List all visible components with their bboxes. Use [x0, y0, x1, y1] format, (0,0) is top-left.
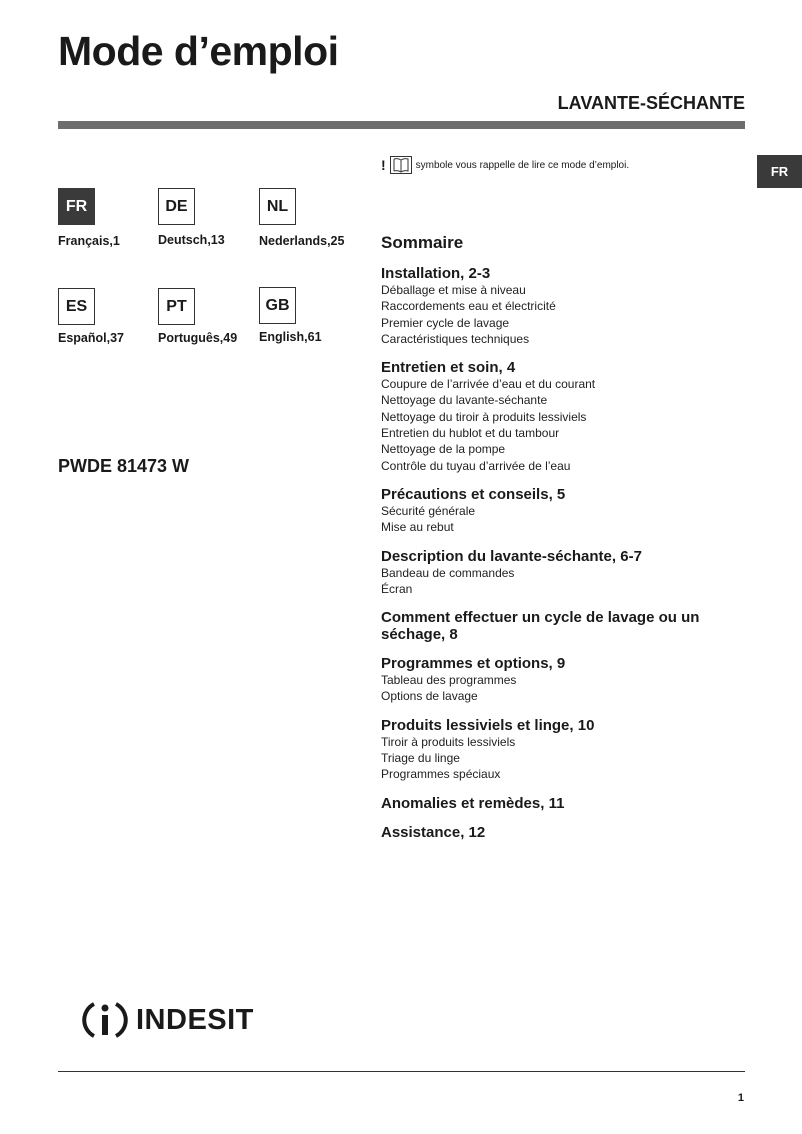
toc-section-title[interactable]: Description du lavante-séchante, 6-7 [381, 547, 642, 565]
toc-item[interactable]: Nettoyage du lavante-séchante [381, 393, 548, 408]
warning-mark: ! [381, 157, 386, 173]
lang-box-fr[interactable]: FR [58, 188, 95, 225]
toc-item[interactable]: Nettoyage de la pompe [381, 442, 506, 457]
model-number: PWDE 81473 W [58, 456, 190, 476]
toc-item[interactable]: Raccordements eau et électricité [381, 299, 556, 314]
toc-section-title[interactable]: Entretien et soin, 4 [381, 359, 516, 377]
manual-book-icon [390, 156, 412, 174]
toc-section-title[interactable]: Installation, 2-3 [381, 265, 491, 282]
indesit-logo-icon [80, 998, 130, 1042]
toc-heading: Sommaire [381, 233, 464, 252]
toc-item[interactable]: Entretien du hublot et du tambour [381, 426, 560, 441]
toc-item[interactable]: Bandeau de commandes [381, 565, 515, 580]
lang-box-pt[interactable]: PT [158, 288, 195, 325]
toc-section [381, 548, 761, 598]
toc-section [381, 486, 761, 536]
brand-name: INDESIT [136, 1003, 254, 1036]
toc-item[interactable]: Triage du linge [381, 751, 460, 766]
lang-label-nl[interactable]: Nederlands,25 [259, 234, 345, 248]
toc-item[interactable]: Contrôle du tuyau d’arrivée de l’eau [381, 458, 571, 473]
lang-label-pt[interactable]: Português,49 [158, 331, 238, 345]
toc-section [381, 824, 761, 841]
toc-item[interactable]: Déballage et mise à niveau [381, 283, 526, 297]
lang-label-fr[interactable]: Français,1 [58, 234, 120, 248]
toc-section-title[interactable]: Anomalies et remèdes, 11 [381, 794, 565, 812]
toc-section [381, 359, 761, 474]
footer-divider [58, 1071, 745, 1072]
toc-section [381, 795, 761, 812]
page-title: Mode d’emploi [58, 28, 339, 74]
toc-section [381, 655, 761, 705]
toc-section-title[interactable]: Comment effectuer un cycle de lavage ou un séchage, 8 [381, 609, 700, 644]
toc-item[interactable]: Options de lavage [381, 689, 478, 704]
toc-item[interactable]: Premier cycle de lavage [381, 315, 510, 330]
language-side-tab: FR [757, 155, 802, 188]
toc-section [381, 265, 761, 347]
toc-item[interactable]: Mise au rebut [381, 520, 454, 535]
lang-box-nl[interactable]: NL [259, 188, 296, 225]
toc-item[interactable]: Caractéristiques techniques [381, 331, 530, 346]
toc-section [381, 609, 761, 643]
read-manual-notice [381, 156, 629, 174]
table-of-contents [381, 265, 761, 853]
toc-section-title[interactable]: Programmes et options, 9 [381, 655, 566, 673]
toc-section-title[interactable]: Précautions et conseils, 5 [381, 485, 566, 503]
lang-label-de[interactable]: Deutsch,13 [158, 233, 225, 247]
toc-item[interactable]: Programmes spéciaux [381, 767, 501, 782]
toc-item[interactable]: Sécurité générale [381, 503, 476, 518]
toc-item[interactable]: Tiroir à produits lessiviels [381, 734, 516, 749]
page-number: 1 [737, 1092, 744, 1104]
lang-box-de[interactable]: DE [158, 188, 195, 225]
lang-box-es[interactable]: ES [58, 288, 95, 325]
product-type-subtitle: LAVANTE-SÉCHANTE [557, 93, 745, 113]
header-divider [58, 121, 745, 129]
toc-item[interactable]: Écran [381, 581, 413, 596]
toc-section-title[interactable]: Produits lessiviels et linge, 10 [381, 716, 595, 734]
toc-item[interactable]: Coupure de l’arrivée d’eau et du courant [381, 377, 596, 392]
brand-logo [80, 998, 254, 1042]
toc-section [381, 717, 761, 783]
lang-box-gb[interactable]: GB [259, 287, 296, 324]
notice-text: symbole vous rappelle de lire ce mode d’emploi. [415, 159, 630, 171]
toc-item[interactable]: Nettoyage du tiroir à produits lessiviels [381, 409, 587, 424]
toc-section-title[interactable]: Assistance, 12 [381, 823, 486, 841]
lang-label-gb[interactable]: English,61 [259, 330, 322, 344]
lang-label-es[interactable]: Español,37 [58, 331, 124, 345]
toc-item[interactable]: Tableau des programmes [381, 673, 517, 688]
